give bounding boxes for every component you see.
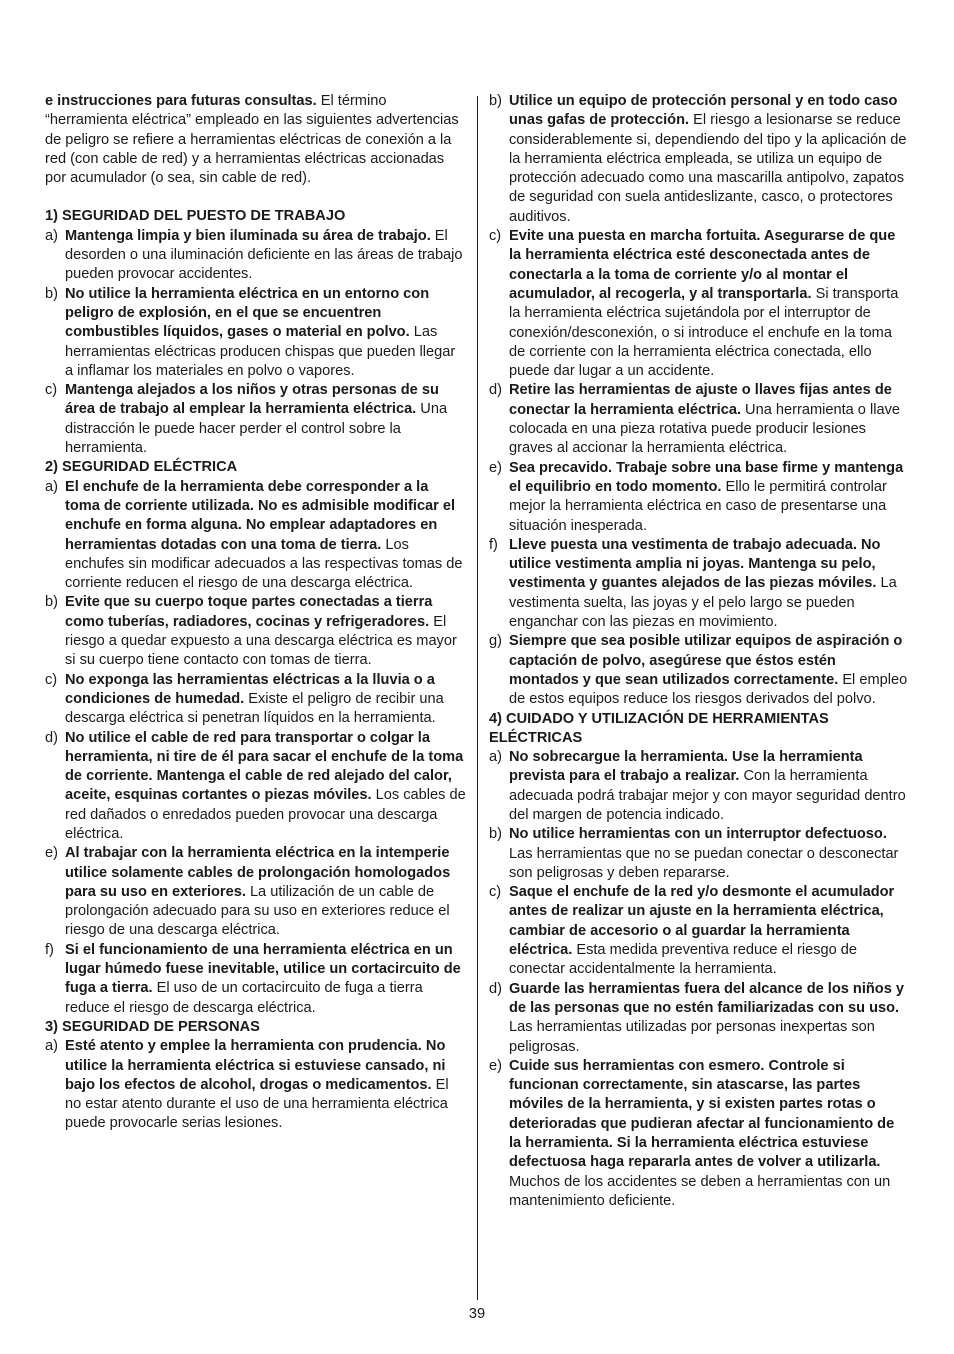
list-item: c) No exponga las herramientas eléctricas a la lluvia o a condiciones de humedad. Existe el peligro de recibir una descarga eléctrica si penetran líquidos en la herramienta. <box>45 671 444 727</box>
list-item: a) No sobrecargue la herramienta. Use la herramienta prevista para el trabajo a realizar. Con la herramienta adecuada podrá trabajar mejor y con mayor seguridad dentro del margen de potencia indicado. <box>489 749 906 823</box>
page-number: 39 <box>468 1306 486 1322</box>
list-item: b) No utilice la herramienta eléctrica en un entorno con peligro de explosión, en el que se encuentren combustibles líquidos, gases o material en polvo. Las herramientas eléctricas producen chispas que pueden llegar a inflamar los materiales en polvo o vapores. <box>45 285 456 379</box>
list-item: b) Evite que su cuerpo toque partes conectadas a tierra como tuberías, radiadores, cocinas y refrigeradores. El riesgo a quedar expuesto a una descarga eléctrica es mayor si su cuerpo tiene contacto con tomas de tierra. <box>45 594 457 669</box>
list-item: b) Utilice un equipo de protección personal y en todo caso unas gafas de protección. El riesgo a lesionarse se reduce considerablemente si, dependiendo del tipo y la aplicación de la herramienta eléctrica empleada, se utiliza un equipo de protección adecuado como una mascarilla antipolvo, zapatos de seguridad con suela antideslizante, casco, o protectores auditivos. <box>489 93 907 225</box>
list-item: c) Evite una puesta en marcha fortuita. Asegurarse de que la herramienta eléctrica esté desconectada antes de conectarla a la toma de corriente y/o al montar el acumulador, al recogerla, y al transportarla. Si transporta la herramienta eléctrica sujetándola por el interruptor de conexión/desconexión, o si introduce el enchufe en la toma de corriente con la herramienta eléctrica conectada, ello puede dar lugar a un accidente. <box>489 228 899 380</box>
right-column <box>489 92 909 1211</box>
list-item: a) El enchufe de la herramienta debe corresponder a la toma de corriente utilizada. No es admisible modificar el enchufe en forma alguna. No emplear adaptadores en herramientas dotadas con una toma de tierra. Los enchufes sin modificar adecuados a las respectivas tomas de corriente reducen el riesgo de una descarga eléctrica. <box>45 478 463 592</box>
intro-paragraph: e instrucciones para futuras consultas. El término “herramienta eléctrica” empleado en las siguientes advertencias de peligro se refiere a herramientas eléctricas de conexión a la red (con cable de red) y a herramientas eléctricas accionadas por acumulador (o sea, sin cable de red). <box>45 93 459 187</box>
list-item: d) Retire las herramientas de ajuste o llaves fijas antes de conectar la herramienta eléctrica. Una herramienta o llave colocada en una pieza rotativa puede producir lesiones graves al accionar la herramienta eléctrica. <box>489 382 900 457</box>
section-heading: 3) SEGURIDAD DE PERSONAS <box>45 1018 260 1035</box>
list-item: b) No utilice herramientas con un interruptor defectuoso. Las herramientas que no se puedan conectar o desconectar son peligrosas y deben repararse. <box>489 826 899 881</box>
list-item: d) No utilice el cable de red para transportar o colgar la herramienta, ni tire de él para sacar el enchufe de la toma de corriente. Mantenga el cable de red alejado del calor, aceite, esquinas cortantes o piezas móviles. Los cables de red dañados o enredados pueden provocar una descarga eléctrica. <box>45 729 466 842</box>
section-heading: 2) SEGURIDAD ELÉCTRICA <box>45 459 238 476</box>
list-item: e) Sea precavido. Trabaje sobre una base firme y mantenga el equilibrio en todo momento. Ello le permitirá controlar mejor la herramienta eléctrica en caso de presentarse una situación inesperada. <box>489 459 904 534</box>
list-item: f) Si el funcionamiento de una herramienta eléctrica en un lugar húmedo fuese inevitable, utilice un cortacircuito de fuga a tierra. El uso de un cortacircuito de fuga a tierra reduce el riesgo de descarga eléctrica. <box>45 941 461 1016</box>
section-heading: 1) SEGURIDAD DEL PUESTO DE TRABAJO <box>45 208 346 225</box>
section-heading: 4) CUIDADO Y UTILIZACIÓN DE HERRAMIENTAS ELÉCTRICAS <box>489 710 829 746</box>
list-item: c) Mantenga alejados a los niños y otras personas de su área de trabajo al emplear la herramienta eléctrica. Una distracción le puede hacer perder el control sobre la herramienta. <box>45 382 448 457</box>
list-item: g) Siempre que sea posible utilizar equipos de aspiración o captación de polvo, asegúrese que éstos estén montados y que sean utilizados correctamente. El empleo de estos equipos reduce los riesgos derivados del polvo. <box>489 633 908 708</box>
list-item: f) Lleve puesta una vestimenta de trabajo adecuada. No utilice vestimenta amplia ni joyas. Mantenga su pelo, vestimenta y guantes alejados de las piezas móviles. La vestimenta suelta, las joyas y el pelo largo se pueden enganchar con las piezas en movimiento. <box>489 536 897 631</box>
list-item: a) Esté atento y emplee la herramienta con prudencia. No utilice la herramienta eléctrica si estuviese cansado, ni bajo los efectos de alcohol, drogas o medicamentos. El no estar atento durante el uso de una herramienta eléctrica puede provocarle serias lesiones. <box>45 1038 449 1132</box>
left-column <box>45 92 467 1134</box>
column-divider <box>477 96 478 1300</box>
list-item: e) Al trabajar con la herramienta eléctrica en la intemperie utilice solamente cables de prolongación homologados para su uso en exteriores. La utilización de un cable de prolongación adecuado para su uso en exteriores reduce el riesgo de una descarga eléctrica. <box>45 845 451 939</box>
list-item: e) Cuide sus herramientas con esmero. Controle si funcionan correctamente, sin atascarse, las partes móviles de la herramienta, y si existen partes rotas o deterioradas que pudieran afectar al funcionamiento de la herramienta. Si la herramienta eléctrica estuviese defectuosa haga repararla antes de volver a utilizarla. Muchos de los accidentes se deben a herramientas con un mantenimiento deficiente. <box>489 1057 895 1209</box>
list-item: a) Mantenga limpia y bien iluminada su área de trabajo. El desorden o una iluminación deficiente en las áreas de trabajo pueden provocar accidentes. <box>45 227 463 283</box>
list-item: c) Saque el enchufe de la red y/o desmonte el acumulador antes de realizar un ajuste en la herramienta eléctrica, cambiar de accesorio o al guardar la herramienta eléctrica. Esta medida preventiva reduce el riesgo de conectar accidentalmente la herramienta. <box>489 884 895 978</box>
list-item: d) Guarde las herramientas fuera del alcance de los niños y de las personas que no estén familiarizadas con su uso. Las herramientas utilizadas por personas inexpertas son peligrosas. <box>489 980 905 1055</box>
